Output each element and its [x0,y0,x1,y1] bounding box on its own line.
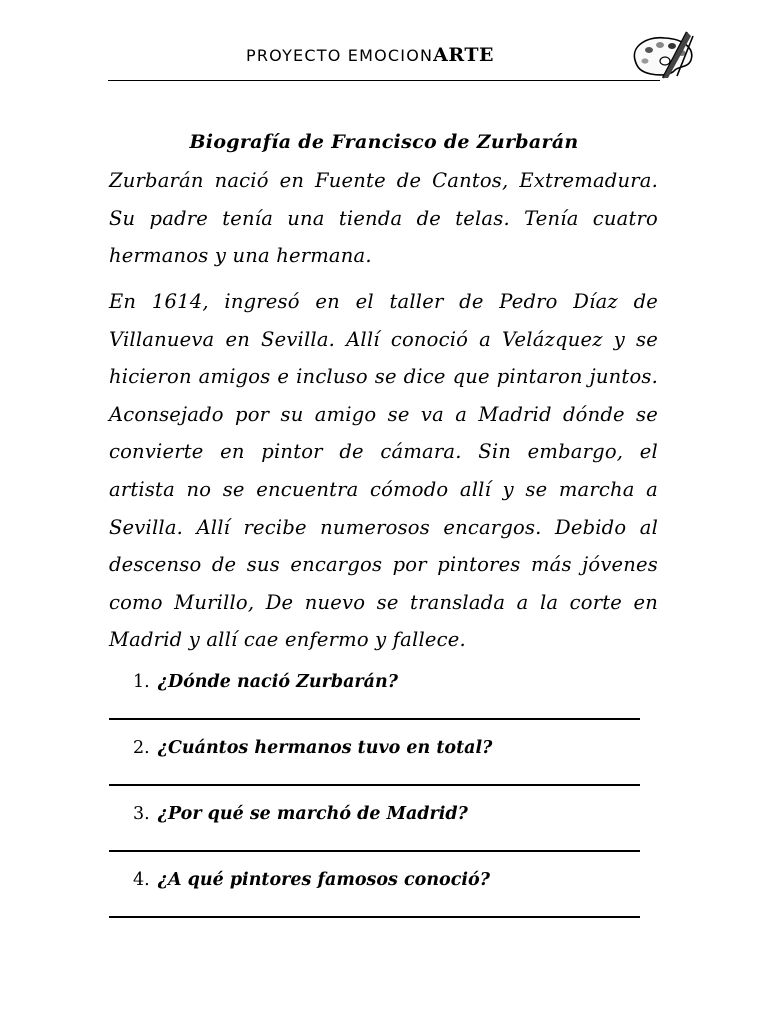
paragraph-1: Zurbarán nació en Fuente de Cantos, Extremadura. Su padre tenía una tienda de telas. Tenía cuatro hermanos y una hermana. [109,169,658,268]
question-text: ¿A qué pintores famosos conoció? [157,870,490,890]
paragraph-2: En 1614, ingresó en el taller de Pedro Díaz de Villanueva en Sevilla. Allí conoció a Velázquez y se hicieron amigos e incluso se dice que pintaron juntos. Aconsejado por su amigo se va a Madrid dónde se convierte en pintor de cámara. Sin embargo, el artista no se encuentra cómodo allí y se marcha a Sevilla. Allí recibe numerosos encargos. Debido al descenso de sus encargos por pintores más jóvenes como Murillo, De nuevo se translada a la corte en Madrid y allí cae enfermo y fallece. [109,290,658,652]
question-4 [133,870,490,890]
document-title: Biografía de Francisco de Zurbarán [189,131,579,153]
answer-line-4[interactable] [109,916,640,918]
answer-line-1[interactable] [109,718,640,720]
question-2 [133,738,492,758]
question-number: 3. [133,804,150,824]
question-number: 4. [133,870,150,890]
page-header [108,30,660,81]
question-1 [133,672,398,692]
header-title-plain: PROYECTO EMOCION [246,46,434,65]
question-number: 1. [133,672,150,692]
header-title [246,44,494,66]
question-text: ¿Cuántos hermanos tuvo en total? [157,738,493,758]
question-text: ¿Por qué se marchó de Madrid? [157,804,468,824]
answer-line-3[interactable] [109,850,640,852]
question-number: 2. [133,738,150,758]
palette-icon [625,30,701,80]
answer-line-2[interactable] [109,784,640,786]
header-title-strong: ARTE [433,44,494,66]
question-3 [133,804,468,824]
question-text: ¿Dónde nació Zurbarán? [157,672,398,692]
